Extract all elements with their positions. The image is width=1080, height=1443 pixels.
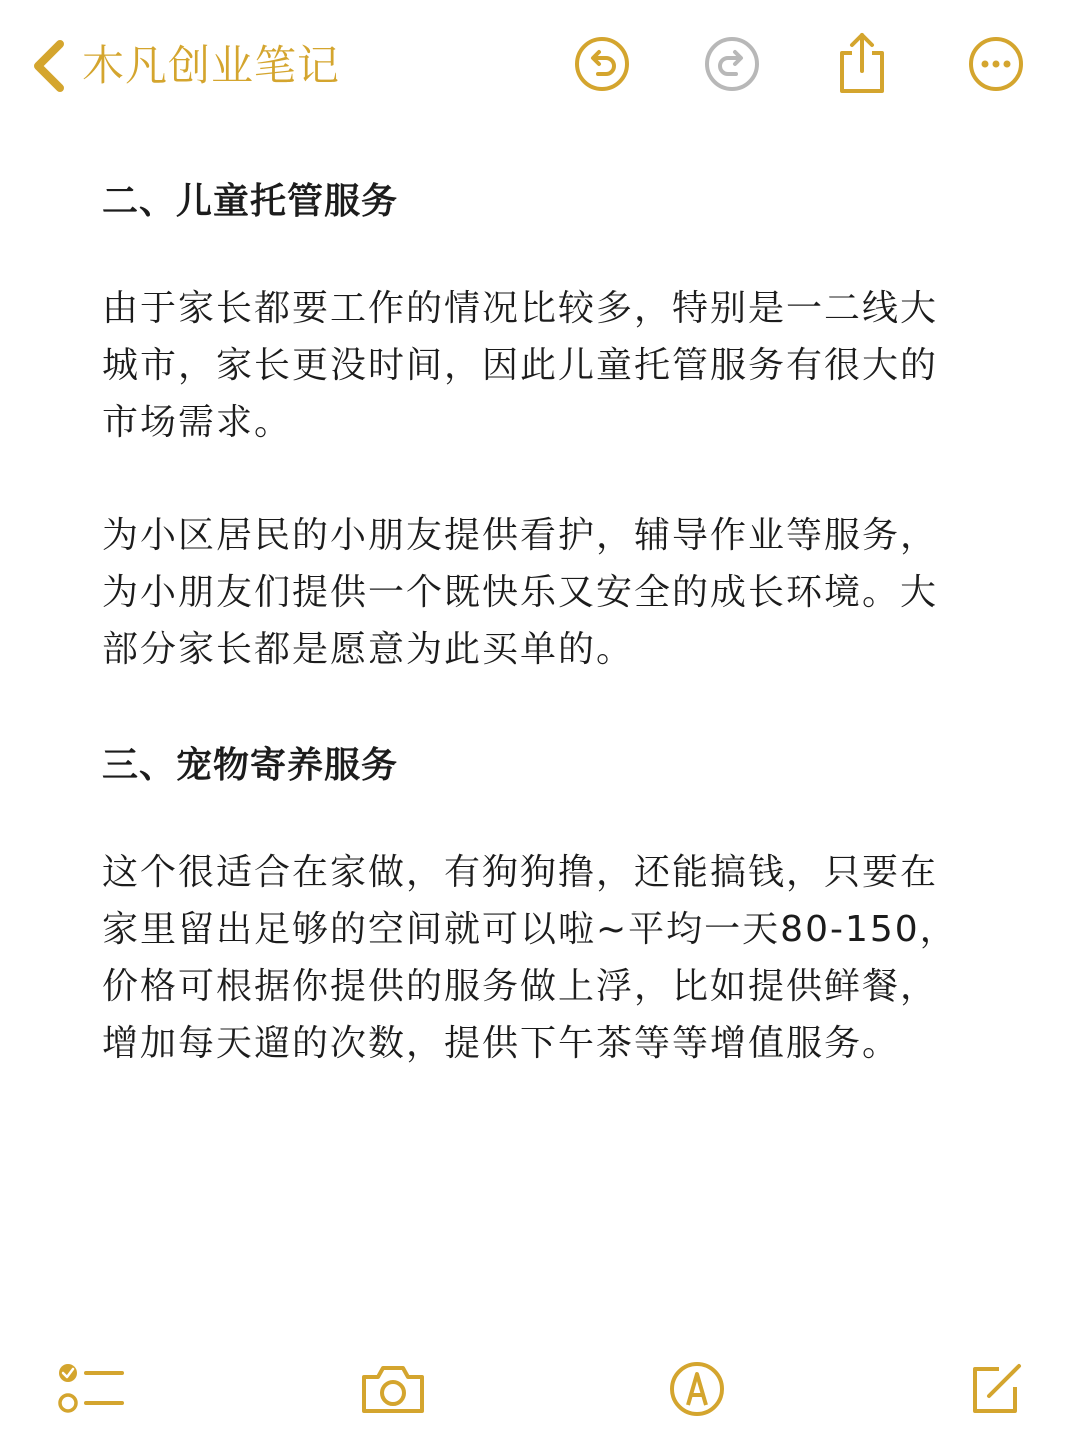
markup-button[interactable] [662, 1356, 732, 1426]
more-icon [966, 34, 1026, 98]
camera-button[interactable] [358, 1356, 428, 1426]
paragraph: 由于家长都要工作的情况比较多，特别是一二线大城市，家长更没时间，因此儿童托管服务有很大的市场需求。 [102, 288, 939, 443]
back-button[interactable] [28, 36, 340, 96]
undo-icon [572, 34, 632, 98]
chevron-left-icon [28, 36, 68, 96]
compose-button[interactable] [960, 1356, 1030, 1426]
markup-icon [667, 1359, 727, 1423]
compose-icon [965, 1359, 1025, 1423]
note-section [102, 170, 962, 678]
navigation-bar [0, 0, 1080, 130]
note-section [102, 734, 962, 1072]
paragraph: 为小区居民的小朋友提供看护，辅导作业等服务，为小朋友们提供一个既快乐又安全的成长环境。大部分家长都是愿意为此买单的。 [102, 515, 939, 670]
note-body[interactable] [102, 170, 962, 1128]
more-button[interactable] [966, 36, 1026, 96]
share-icon [832, 31, 892, 101]
section-heading: 二、儿童托管服务 [102, 181, 399, 222]
redo-button[interactable] [702, 36, 762, 96]
back-button-label: 木凡创业笔记 [82, 41, 341, 90]
share-button[interactable] [832, 36, 892, 96]
camera-icon [358, 1361, 428, 1421]
section-heading: 三、宠物寄养服务 [102, 745, 399, 786]
bottom-toolbar [0, 1350, 1080, 1430]
paragraph: 这个很适合在家做，有狗狗撸，还能搞钱，只要在家里留出足够的空间就可以啦~平均一天80-150，价格可根据你提供的服务做上浮，比如提供鲜餐，增加每天遛的次数，提供下午茶等等增值服务。 [102, 852, 958, 1064]
checklist-button[interactable] [56, 1356, 126, 1426]
redo-icon [702, 34, 762, 98]
undo-button[interactable] [572, 36, 632, 96]
checklist-icon [56, 1361, 126, 1421]
